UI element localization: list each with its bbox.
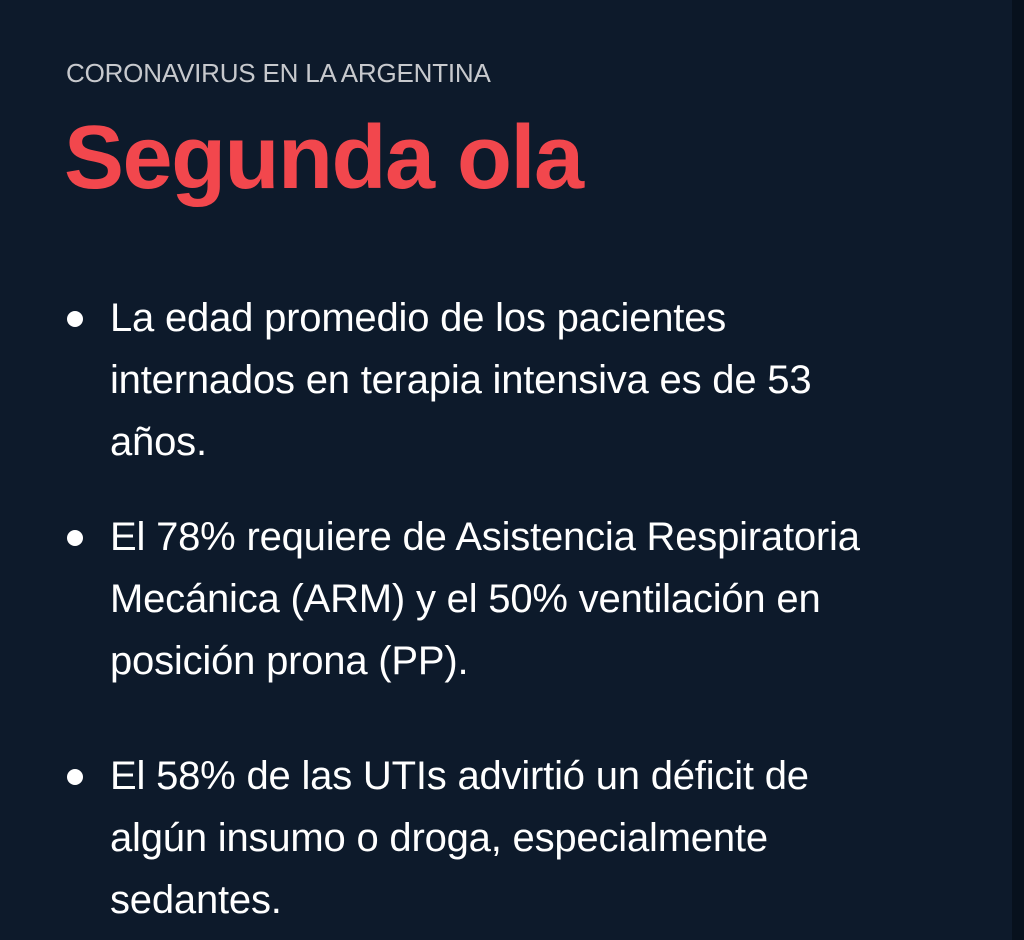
page-title: Segunda ola	[64, 108, 583, 208]
bullet-dot-icon	[67, 311, 83, 327]
section-kicker: CORONAVIRUS EN LA ARGENTINA	[66, 58, 491, 88]
bullet-dot-icon	[67, 530, 83, 546]
bullet-dot-icon	[67, 769, 83, 785]
bullet-text: El 58% de las UTIs advirtió un déficit de algún insumo o droga, especialmente sedantes.	[110, 754, 809, 922]
bullet-text: El 78% requiere de Asistencia Respiratoria Mecánica (ARM) y el 50% ventilación en posición prona (PP).	[110, 515, 860, 683]
bullet-text: La edad promedio de los pacientes internados en terapia intensiva es de 53 años.	[110, 296, 812, 464]
